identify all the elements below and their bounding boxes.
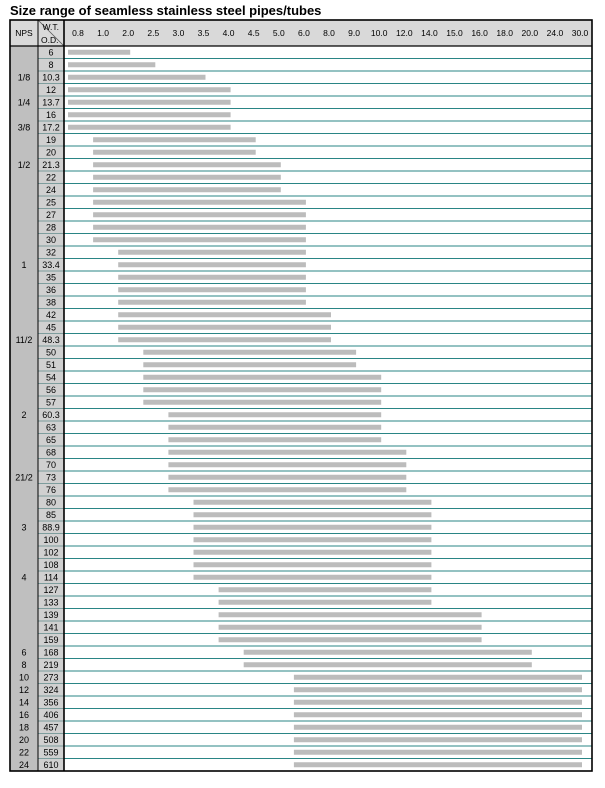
nps-label: 16: [18, 710, 30, 721]
range-bar: [93, 162, 281, 167]
range-bar: [219, 637, 482, 642]
range-bar: [93, 150, 256, 155]
range-bar: [143, 375, 381, 380]
range-bar: [93, 200, 306, 205]
od-label: 16: [45, 110, 57, 121]
od-label: 13.7: [42, 97, 60, 108]
range-bar: [219, 612, 482, 617]
range-bar: [194, 500, 432, 505]
od-label: 25: [45, 197, 57, 208]
od-label: 42: [45, 310, 57, 321]
range-bar: [168, 475, 406, 480]
od-label: 159: [43, 635, 59, 646]
x-tick-label: 12.0: [396, 28, 413, 38]
od-label: 68: [45, 447, 57, 458]
range-bar: [294, 675, 582, 680]
range-bar: [118, 262, 306, 267]
od-label: 100: [43, 535, 59, 546]
x-tick-label: 20.0: [521, 28, 539, 38]
x-tick-label: 3.0: [172, 28, 185, 38]
range-bar: [93, 237, 306, 242]
x-tick-label: 2.5: [147, 28, 160, 38]
range-bar: [118, 300, 306, 305]
range-bar: [143, 387, 381, 392]
od-label: 102: [43, 547, 59, 558]
range-bar: [194, 525, 432, 530]
nps-label: 4: [21, 572, 27, 583]
od-label: 88.9: [42, 522, 60, 533]
od-label: 35: [45, 272, 57, 283]
od-label: 324: [43, 685, 59, 696]
range-bar: [118, 325, 331, 330]
x-tick-label: 0.8: [72, 28, 84, 38]
x-tick-label: 14.0: [421, 28, 438, 38]
range-bar: [294, 687, 582, 692]
od-label: 32: [45, 247, 57, 258]
od-label: 457: [43, 722, 59, 733]
od-label: 85: [45, 510, 57, 521]
range-bar: [68, 62, 155, 67]
od-label: 21.3: [42, 160, 60, 171]
nps-label: 1/8: [17, 72, 31, 83]
od-label: 168: [43, 647, 59, 658]
range-bar: [118, 337, 331, 342]
range-bar: [294, 737, 582, 742]
range-bar: [68, 112, 231, 117]
od-label: 559: [43, 747, 59, 758]
range-bar: [143, 400, 381, 405]
od-label: 45: [45, 322, 57, 333]
x-tick-label: 15.0: [446, 28, 463, 38]
x-tick-label: 30.0: [571, 28, 589, 38]
header-wt: W.T.: [42, 22, 59, 32]
od-label: 141: [43, 622, 59, 633]
range-bar: [143, 362, 356, 367]
range-bar: [219, 600, 432, 605]
range-bar: [118, 250, 306, 255]
header-od: O.D.: [41, 35, 59, 45]
range-bar: [68, 50, 130, 55]
x-tick-label: 10.0: [370, 28, 388, 38]
range-bar: [294, 700, 582, 705]
od-label: 48.3: [42, 335, 60, 346]
od-label: 57: [45, 397, 57, 408]
nps-label: 11/2: [15, 335, 33, 346]
range-bar: [194, 575, 432, 580]
nps-label: 14: [18, 697, 30, 708]
od-label: 30: [45, 235, 57, 246]
od-label: 73: [45, 472, 57, 483]
od-label: 8: [48, 60, 54, 71]
x-tick-label: 2.0: [122, 28, 135, 38]
x-tick-label: 1.0: [97, 28, 110, 38]
od-label: 20: [45, 147, 57, 158]
od-label: 10.3: [42, 72, 60, 83]
nps-label: 10: [18, 672, 30, 683]
range-bar: [68, 125, 231, 130]
range-bar: [93, 175, 281, 180]
od-label: 139: [43, 610, 59, 621]
range-bar: [194, 537, 432, 542]
nps-label: 8: [21, 660, 27, 671]
range-bar: [143, 350, 356, 355]
od-label: 127: [43, 585, 59, 596]
range-bar: [294, 750, 582, 755]
od-label: 6: [48, 47, 54, 58]
nps-label: 21/2: [15, 472, 33, 483]
od-label: 27: [45, 210, 57, 221]
od-label: 22: [45, 172, 57, 183]
od-label: 273: [43, 672, 59, 683]
range-bar: [68, 100, 231, 105]
x-tick-label: 24.0: [546, 28, 564, 38]
x-tick-label: 8.0: [323, 28, 335, 38]
od-label: 610: [43, 760, 59, 771]
x-tick-label: 4.0: [222, 28, 235, 38]
nps-label: 2: [21, 410, 27, 421]
od-label: 19: [45, 135, 57, 146]
od-label: 63: [45, 422, 57, 433]
nps-label: 24: [18, 760, 30, 771]
x-tick-label: 9.0: [348, 28, 361, 38]
range-bar: [244, 650, 532, 655]
range-bar: [194, 562, 432, 567]
range-bar: [194, 512, 432, 517]
range-bar: [168, 425, 381, 430]
od-label: 60.3: [42, 410, 60, 421]
range-bar: [219, 625, 482, 630]
od-label: 356: [43, 697, 59, 708]
x-tick-label: 16.0: [471, 28, 488, 38]
range-bar: [118, 275, 306, 280]
od-label: 80: [45, 497, 57, 508]
od-label: 36: [45, 285, 57, 296]
od-label: 50: [45, 347, 57, 358]
nps-label: 1/4: [17, 97, 31, 108]
od-label: 24: [45, 185, 57, 196]
range-bar: [168, 450, 406, 455]
od-label: 51: [45, 360, 57, 371]
range-bar: [68, 87, 231, 92]
od-label: 70: [45, 460, 57, 471]
range-bar: [168, 462, 406, 467]
range-bar: [118, 312, 331, 317]
range-bar: [93, 187, 281, 192]
nps-label: 3/8: [17, 122, 31, 133]
od-label: 406: [43, 710, 59, 721]
od-label: 38: [45, 297, 57, 308]
x-tick-label: 3.5: [197, 28, 210, 38]
od-label: 508: [43, 735, 59, 746]
od-label: 54: [45, 372, 57, 383]
range-bar: [294, 712, 582, 717]
range-bar: [93, 225, 306, 230]
range-bar: [168, 412, 381, 417]
od-label: 12: [45, 85, 57, 96]
range-bar: [219, 587, 432, 592]
range-bar: [168, 437, 381, 442]
od-label: 219: [43, 660, 59, 671]
nps-label: 6: [21, 647, 27, 658]
x-tick-label: 6.0: [297, 28, 310, 38]
od-label: 17.2: [42, 122, 60, 133]
header-nps: NPS: [15, 28, 33, 38]
od-label: 56: [45, 385, 57, 396]
range-bar: [294, 725, 582, 730]
range-bar: [93, 212, 306, 217]
x-tick-label: 18.0: [496, 28, 513, 38]
od-label: 108: [43, 560, 59, 571]
range-bar: [168, 487, 406, 492]
od-label: 33.4: [42, 260, 60, 271]
chart-title: Size range of seamless stainless steel pipes/tubes: [10, 3, 322, 18]
x-tick-label: 4.5: [247, 28, 260, 38]
nps-label: 3: [21, 522, 27, 533]
od-label: 65: [45, 435, 57, 446]
od-label: 28: [45, 222, 57, 233]
nps-label: 20: [18, 735, 30, 746]
range-bar: [118, 287, 306, 292]
nps-label: 22: [18, 747, 30, 758]
range-bar: [93, 137, 256, 142]
range-bar: [294, 762, 582, 767]
od-label: 114: [43, 572, 59, 583]
od-label: 76: [45, 485, 57, 496]
nps-label: 12: [18, 685, 30, 696]
range-bar: [244, 662, 532, 667]
od-label: 133: [43, 597, 59, 608]
x-tick-label: 5.0: [272, 28, 285, 38]
nps-label: 18: [18, 722, 30, 733]
range-bar: [194, 550, 432, 555]
range-bar: [68, 75, 206, 80]
nps-label: 1: [21, 260, 27, 271]
nps-label: 1/2: [17, 160, 31, 171]
